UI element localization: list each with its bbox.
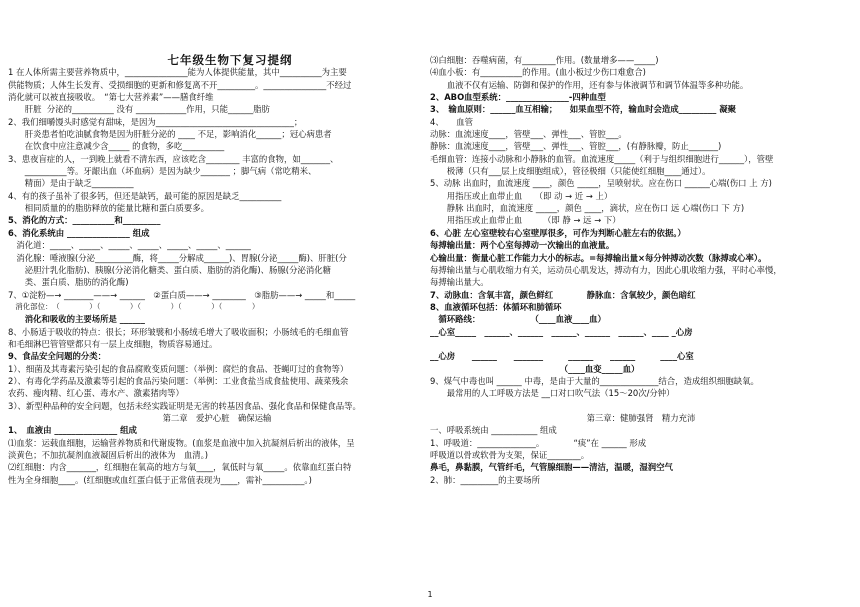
text-line: 肝脏 分泌的__________ 没有 ____________作用，只能______脂肪 — [8, 104, 270, 115]
text-line — [430, 400, 852, 412]
text-line — [430, 338, 852, 350]
text-line: 消化和吸收的主要场所是 ______ — [8, 314, 145, 325]
page-number: 1 — [427, 590, 433, 599]
text-line: ⑴血浆：运载血细胞，运输营养物质和代谢废物。(血浆是血液中加入抗凝剂后析出的液体，呈 — [8, 437, 355, 448]
text-line: 呼吸道以骨或软骨为支架，保证________。 — [430, 450, 590, 460]
text-line: 用指压或止血带止血 （即 动 → 近 → 上） — [430, 190, 613, 201]
text-line: 血液不仅有运输、防御和保护的作用，还有参与体液调节和调节体温等多种功能。 — [430, 79, 749, 90]
text-line: 1 在人体所需主要营养物质中，_______________能为人体提供能量，其中__________为主要 — [8, 67, 347, 78]
text-line: 消化就可以被直接吸收。 “第七大营养素”——膳食纤维 — [8, 92, 214, 103]
text-line: 泌胆汁乳化脂肪)、胰腺(分泌消化糖类、蛋白质、脂肪的消化酶)、肠腺(分泌消化糖 — [8, 264, 331, 275]
text-line: 3、患夜盲症的人，一到晚上就看不清东西，应该吃含________ 丰富的食物，如_______、 — [8, 153, 339, 164]
text-line: 5、消化的方式：__________和_________ — [8, 215, 161, 226]
text-line: 每搏输出量：两个心室每搏动一次输出的血液量。 — [430, 240, 615, 251]
text-line: 精面）是由于缺乏__________ — [8, 178, 134, 189]
text-line: 和毛细淋巴管管壁都只有一层上皮细胞，物质容易通过。 — [8, 338, 218, 349]
text-line: 7、①淀粉—→ _______——→ ______ ②蛋白质——→ ________ ③脂肪——→ _____和_____ — [8, 289, 356, 300]
text-line: 一、呼吸系统由 ___________ 组成 — [430, 425, 557, 436]
text-line: 极薄（只有___层上皮细胞组成），管径极细（只能使红细胞____通过）。 — [430, 166, 711, 177]
text-line: 第二章 爱护心脏 确保运输 — [162, 412, 272, 423]
text-line: 1、呼吸道：______________。 “痰”在 ______ 形成 — [430, 437, 647, 448]
text-line: 供能物质；人体生长发育、受损细胞的更新和修复离不开_________。_______________不经过 — [8, 79, 352, 90]
text-line: 9、煤气中毒也叫 ______ 中毒，是由于大量的______________结合，造成组织细胞缺氧。 — [430, 375, 759, 386]
left-column — [8, 54, 426, 486]
text-line: 2）、有毒化学药品及激素等引起的食品污染问题：（举例：工业食盐当成食盐使用、蔬菜残余 — [8, 375, 349, 386]
text-line: 7、动脉血：含氧丰富，颜色鲜红 静脉血：含氧较少，颜色暗红 — [430, 289, 696, 300]
text-line: 肝炎患者怕吃油腻食物是因为肝脏分泌的 ____ 不足，影响消化______；冠心病患者 — [8, 129, 332, 140]
text-line: __心室_____ ______、______ ______、______ ______、____ _心房 — [430, 326, 693, 337]
text-line: 9、食品安全问题的分类： — [8, 351, 106, 362]
text-line: 5、动脉 出血时，血流速度 ____，颜色 _____，呈喷射状。应在伤口 ______心端(伤口 上 方) — [430, 178, 772, 189]
text-line: 农药、瘦肉精、红心蛋、毒水产、激素猪肉等） — [8, 388, 184, 399]
text-line: 6、心脏 左心室壁较右心室壁厚很多，可作为判断心脏左右的依据。） — [430, 227, 686, 238]
text-line: 6、消化系统由 _______________ 组成 — [8, 227, 150, 238]
text-line: 第三章：健肺强肾 精力充沛 — [586, 412, 696, 423]
right-column — [430, 54, 852, 486]
text-line: ⑵红细胞：内含_______，红细胞在氧高的地方与氧____，氧低时与氧_____。依靠血红蛋白特 — [8, 462, 352, 473]
text-line: __________等。牙龈出血（坏血病）是因为缺少_______ ；脚气病（常吃精米、 — [8, 166, 317, 177]
text-line: 动脉：血流速度____，管壁___、弹性___、管腔___。 — [430, 129, 627, 140]
text-line: 毛细血管：连接小动脉和小静脉的血管。血流速度_____（利于与组织细胞进行______），管壁 — [430, 153, 774, 164]
text-line: 静脉：血流速度____，管壁___、弹性___、管腔___，(有静脉瓣，防止_______) — [430, 141, 722, 152]
text-line — [8, 54, 426, 66]
text-line: 8、血液循环包括：体循环和肺循环 — [430, 301, 562, 312]
text-line: 最常用的人工呼吸方法是 __口对口吹气法（15～20次/分钟） — [430, 388, 675, 399]
text-line: 消化腺：唾液腺(分泌_________酶，将_____分解成______)、胃腺(分泌_____酶)、肝脏(分 — [8, 252, 347, 263]
text-line: 2、我们细嚼馒头时感觉有甜味，是因为_________________________________； — [8, 116, 303, 127]
text-line: 用指压或止血带止血 （即 静 → 远 → 下） — [430, 215, 621, 226]
text-line: ⑶白细胞：吞噬病菌，有________作用。(数量增多——_____) — [430, 55, 659, 65]
text-line: 在饮食中应注意减少含_____ 的食物，多吃__________ — [8, 141, 225, 152]
text-line: 每搏输出量大。 — [430, 277, 489, 288]
text-line: 3、 输血原则：______血互相输； 如果血型不符，输血时会造成_________ 凝聚 — [430, 104, 737, 115]
text-line: 心输出量：衡量心脏工作能力大小的标志。=每搏输出量×每分钟搏动次数（脉搏或心率）。 — [430, 252, 767, 263]
text-line: 1、 血液由 _______________ 组成 — [8, 425, 137, 436]
text-line: 每搏输出量与心肌收缩力有关，运动员心肌发达，搏动有力，因此心肌收缩力强，平时心率慢， — [430, 264, 782, 275]
text-line: ⑷血小板：有__________的作用。(血小板过少伤口难愈合) — [430, 67, 646, 78]
text-line: 淡黄色；不加抗凝剂血液凝固后析出的液体为 血清。) — [8, 450, 209, 460]
text-line: 消化部位： （ ）（ ）（ ）（ ）（ ） — [8, 301, 260, 311]
text-line: 2、肺：_________的主要场所 — [430, 474, 541, 485]
text-line: 3）、新型种品种的安全问题，包括未经实践证明是无害的转基因食品、强化食品和保健食品等。 — [8, 400, 361, 411]
text-line: 1）、细菌及其毒素污染引起的食品腐败变质问题：（举例：腐烂的食品、苍蝇叮过的食物等） — [8, 363, 349, 374]
text-line: 4、有的孩子虽补了很多钙，但还是缺钙，最可能的原因是缺乏__________ — [8, 190, 282, 201]
text-line: 鼻毛，鼻黏膜，气管纤毛，气管腺细胞——清洁，温暖，湿润空气 — [430, 462, 673, 473]
text-line: 4、 血管 — [430, 116, 474, 127]
text-line: 类、蛋白质、脂肪的消化酶) — [8, 277, 129, 288]
text-line: 消化道：_____、_____、_____、_____、_____、_____、______ — [8, 240, 251, 251]
document-title: 七年级生物下复习提纲 — [167, 53, 293, 67]
text-line: 2、ABO血型系统：_______________-四种血型 — [430, 92, 606, 103]
text-line: （____血变_____血） — [430, 363, 640, 374]
text-line: 静脉 出血时，血流速度 _____，颜色 ____，滴状，应在伤口 远 心端(伤口 下 方) — [430, 203, 745, 214]
text-line: 性为全身细胞____。(红细胞或血红蛋白低于正常值表现为____，需补__________。) — [8, 474, 312, 485]
text-line: 相同质量的的脂肪释放的能量比糖和蛋白质要多。 — [8, 203, 209, 214]
text-line: 循环路线： （____血液____血） — [430, 314, 606, 325]
text-line: __心房 ______ _______ ______ ______ ____心室 — [430, 351, 694, 362]
text-line: 8、小肠适于吸收的特点：很长；环形皱襞和小肠绒毛增大了吸收面积；小肠绒毛的毛细血管 — [8, 326, 349, 337]
